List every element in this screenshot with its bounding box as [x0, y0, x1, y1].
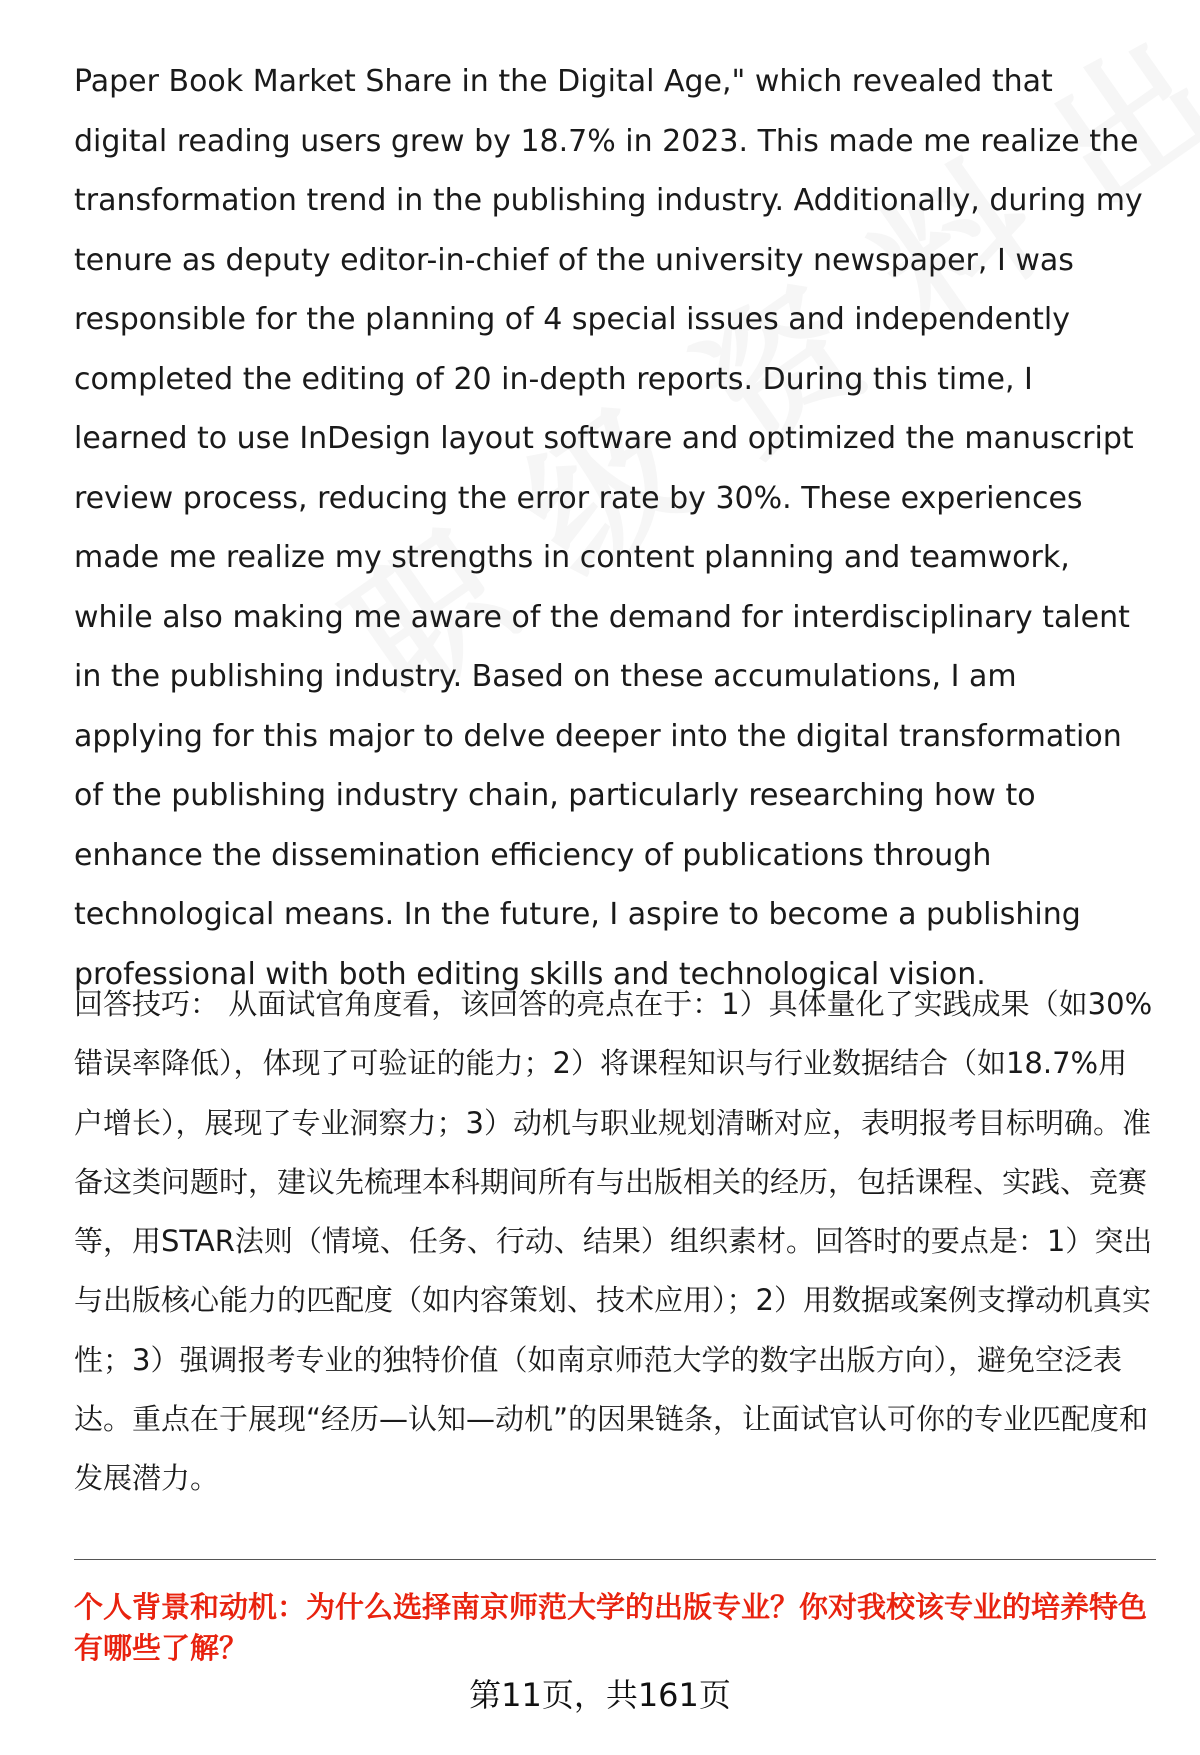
page-number: 第11页，共161页: [469, 1676, 731, 1714]
interview-question-heading: 个人背景和动机：为什么选择南京师范大学的出版专业？你对我校该专业的培养特色有哪些了解？: [74, 1590, 1148, 1665]
answer-tips-paragraph: 回答技巧： 从面试官角度看，该回答的亮点在于：1）具体量化了实践成果（如30%错误率降低），体现了可验证的能力；2）将课程知识与行业数据结合（如18.7%用户增长），展现了专业洞察力；3）动机与职业规划清晰对应，表明报考目标明确。准备这类问题时，建议先梳理本科期间所有与出版相关的经历，包括课程、实践、竞赛等，用STAR法则（情境、任务、行动、结果）组织素材。回答时的要点是：1）突出与出版核心能力的匹配度（如内容策划、技术应用）；2）用数据或案例支撑动机真实性；3）强调报考专业的独特价值（如南京师范大学的数字出版方向），避免空泛表达。重点在于展现“经历—认知—动机”的因果链条，让面试官认可你的专业匹配度和发展潜力。: [74, 987, 1153, 1496]
section-divider: [74, 1559, 1156, 1560]
answer-paragraph: Paper Book Market Share in the Digital Age," which revealed that digital reading users grew by 18.7% in 2023. This made me realize the transformation trend in the publishing industry. Additionally, during my tenure as deputy editor-in-chief of the university newspaper, I was responsible for the planning of 4 special issues and independently completed the editing of 20 in-depth reports. During this time, I learned to use InDesign layout software and optimized the manuscript review process, reducing the error rate by 30%. These experiences made me realize my strengths in content planning and teamwork, while also making me aware of the demand for interdisciplinary talent in the publishing industry. Based on these accumulations, I am applying for this major to delve deeper into the digital transformation of the publishing industry chain, particularly researching how to enhance the dissemination efficiency of publications through technological means. In the future, I aspire to become a publishing professional with both editing skills and technological vision.: [74, 64, 1143, 992]
